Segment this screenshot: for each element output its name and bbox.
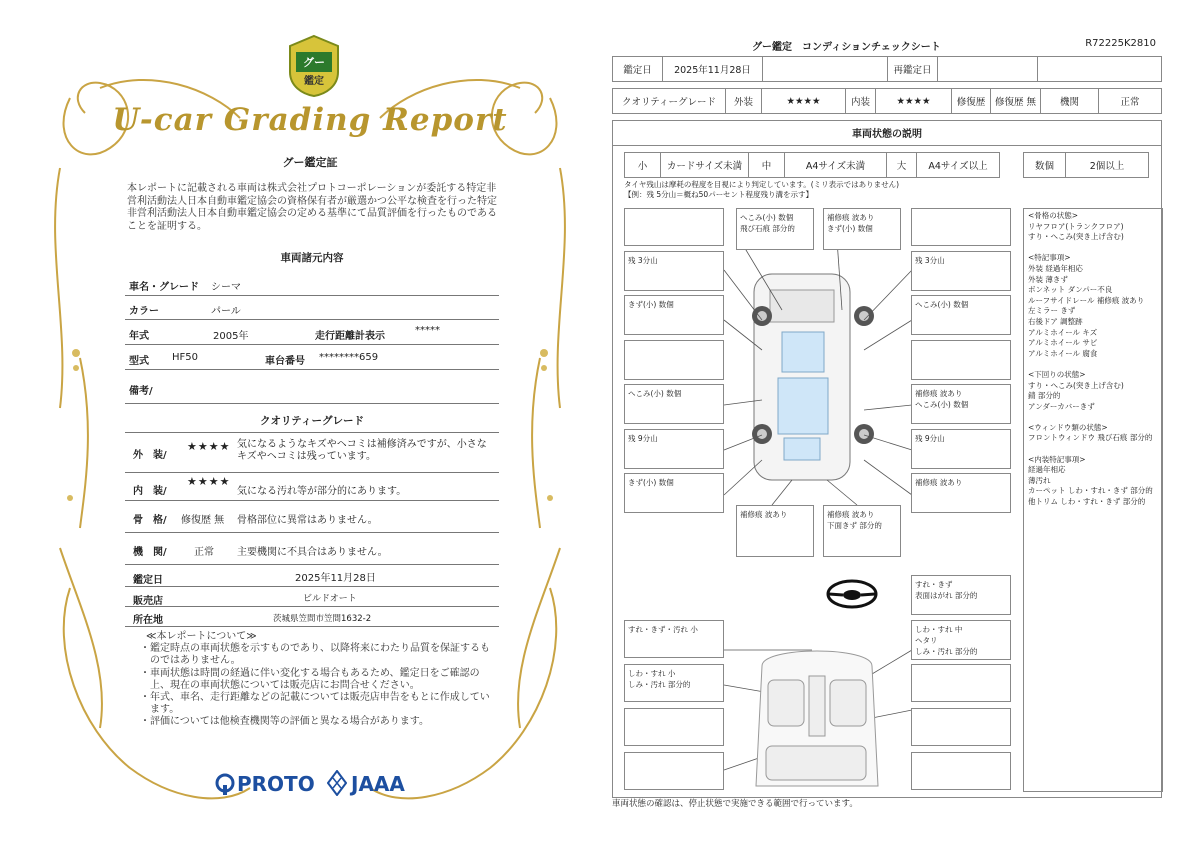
- label-interior-left-1: すれ・きず・汚れ 小: [624, 620, 724, 658]
- location-label: 所在地: [133, 615, 163, 626]
- engine-value: 正常: [1120, 97, 1140, 108]
- sheet-title: グー鑑定 コンディションチェックシート: [752, 42, 941, 53]
- tire-note: タイヤ残山は摩耗の程度を目視により判定しています。(ミリ表示ではありません) 【例：残 5分山＝概ね50パーセント程度残り溝を示す】: [624, 180, 900, 199]
- spec-row-year: [125, 320, 499, 345]
- redate-label: 再鑑定日: [888, 57, 938, 81]
- label-left-4: へこみ(小) 数個: [624, 384, 724, 424]
- label-steering: すれ・きず 表面はがれ 部分的: [911, 575, 1011, 615]
- label-rear-left: 補修痕 波あり: [736, 505, 814, 557]
- svg-text:鑑定: 鑑定: [304, 76, 324, 87]
- label-front-right: 補修痕 波あり きず(小) 数個: [823, 208, 901, 250]
- size-small: 小: [625, 153, 661, 177]
- chassis-value: ********659: [319, 352, 379, 363]
- frame-value: 修復歴 無: [181, 515, 225, 526]
- label-interior-right-1: しわ・すれ 中 ヘタリ しみ・汚れ 部分的: [911, 620, 1011, 660]
- spec-row-color: [125, 296, 499, 320]
- ext-stars: ★★★★: [762, 89, 846, 113]
- special-notes-panel: <骨格の状態> リヤフロア(トランクフロア) すり・へこみ(突き上げ含む) <特記事項> 外装 経過年相応 外装 薄きず ボンネット ダンパー不良 ルーフサイドレール 補修痕 波あり 左ミラー きず 右後ドア 調整跡 アルミホイール キズ アルミホイール サビ アルミホイール 腐食 <下回りの状態> すり・へこみ(突き上げ含む) 錆 部分的 アンダーカバーきず <ウィンドウ類の状態> フロントウィンドウ 飛び石痕 部分的 <内装特記事項> 経過年相応 薄汚れ カーペット しわ・すれ・きず 部分的 他トリム しわ・すれ・きず 部分的: [1023, 208, 1163, 792]
- label-right-4: 補修痕 波あり へこみ(小) 数個: [911, 384, 1011, 424]
- goo-kantei-badge-icon: [286, 34, 342, 98]
- quality-row-frame: [125, 501, 499, 533]
- label-right-1: 残 3分山: [911, 251, 1011, 291]
- shop-label: 販売店: [133, 596, 163, 607]
- ext-label: 外装: [726, 89, 762, 113]
- size-large-desc: A4サイズ以上: [928, 161, 988, 172]
- report-title: U-car Grading Report: [112, 102, 508, 138]
- spec-row-model: [125, 345, 499, 370]
- label-interior-right-3-blank: [911, 708, 1011, 746]
- int-label: 内装: [846, 89, 876, 113]
- label-interior-right-4-blank: [911, 752, 1011, 790]
- svg-text:グー: グー: [303, 56, 325, 69]
- exterior-label: 外 装/: [133, 450, 167, 461]
- steering-wheel-icon: [826, 578, 878, 610]
- grading-certificate: [40, 28, 580, 828]
- year-label: 年式: [129, 331, 149, 342]
- label-rear-right: 補修痕 波あり 下面きず 部分的: [823, 505, 901, 557]
- date-value: 2025年11月28日: [663, 57, 763, 81]
- certificate-intro: 本レポートに記載される車両は株式会社プロトコーポレーションが委託する特定非営利活動法人日本自動車鑑定協会の資格保有者が厳選かつ公平な検査を行った特定非営利活動法人日本自動車鑑定協会の定める基準にて品質評価を行ったものであることを証明する。: [127, 183, 497, 232]
- label-interior-left-4-blank: [624, 752, 724, 790]
- spec-row-remarks: [125, 370, 499, 404]
- report-notes: [138, 631, 498, 729]
- sheet-code: R72225K2810: [1085, 38, 1156, 49]
- label-left-1: 残 3分山: [624, 251, 724, 291]
- location-value: 茨城県笠間市笠間1632-2: [273, 614, 372, 624]
- label-interior-left-2: しわ・すれ 小 しみ・汚れ 部分的: [624, 664, 724, 702]
- name-value: シーマ: [211, 282, 241, 293]
- sheet-footer: 車両状態の確認は、停止状態で実施できる範囲で行っています。: [612, 799, 858, 809]
- proto-logo: PROTO: [237, 772, 315, 796]
- note-item: ・車両状態は時間の経過に伴い変化する場合もあるため、鑑定日をご確認の上、現在の車両状態については販売店にお問合せください。: [140, 667, 480, 691]
- certificate-subtitle: グー鑑定証: [282, 156, 338, 169]
- repair-label: 修復歴: [952, 89, 991, 113]
- color-label: カラー: [129, 306, 159, 317]
- count-label: 数個: [1024, 153, 1066, 177]
- label-left-6: きず(小) 数個: [624, 473, 724, 513]
- year-value: 2005年: [213, 331, 249, 342]
- engine-value: 正常: [194, 547, 214, 558]
- color-value: パール: [211, 306, 241, 317]
- appraisal-date-label: 鑑定日: [133, 575, 163, 586]
- count-desc: 2個以上: [1089, 161, 1125, 172]
- jaaa-logo: JAAA: [351, 772, 405, 796]
- car-interior-diagram: [752, 636, 882, 794]
- label-right-3-blank: [911, 340, 1011, 380]
- appraisal-date-value: 2025年11月28日: [295, 573, 376, 584]
- size-large: 大: [887, 153, 917, 177]
- chassis-label: 車台番号: [265, 356, 305, 367]
- shop-value: ビルドオート: [303, 594, 357, 604]
- label-front-left: へこみ(小) 数個 飛び石痕 部分的: [736, 208, 814, 250]
- label-right-2: へこみ(小) 数個: [911, 295, 1011, 335]
- proto-logo-icon: [215, 773, 235, 795]
- grade-label: クオリティーグレード: [613, 89, 726, 113]
- label-front-right-blank: [911, 208, 1011, 246]
- description-title: 車両状態の説明: [612, 120, 1162, 146]
- mileage-label: 走行距離計表示: [315, 331, 385, 342]
- label-interior-right-2-blank: [911, 664, 1011, 702]
- location-row: [125, 607, 499, 627]
- remarks-label: 備考/: [129, 386, 153, 397]
- size-small-desc: カードサイズ未満: [661, 153, 749, 177]
- repair-value: 修復歴 無: [991, 89, 1041, 113]
- exterior-text: 気になるようなキズやヘコミは補修済みですが、小さなキズやヘコミは残っています。: [237, 439, 487, 462]
- frame-label: 骨 格/: [133, 515, 167, 526]
- model-label: 型式: [129, 356, 149, 367]
- quality-row-engine: [125, 533, 499, 565]
- label-left-2: きず(小) 数個: [624, 295, 724, 335]
- notes-title: ≪本レポートについて≫: [146, 631, 257, 642]
- date-label: 鑑定日: [613, 57, 663, 81]
- label-interior-left-3-blank: [624, 708, 724, 746]
- size-mid: 中: [749, 153, 785, 177]
- note-item: ・評価については他検査機関等の評価と異なる場合があります。: [140, 716, 429, 728]
- count-legend: [1023, 152, 1149, 178]
- mileage-value: *****: [415, 325, 440, 336]
- appraisal-date-row: [125, 565, 499, 587]
- label-left-3-blank: [624, 340, 724, 380]
- quality-row-interior: [125, 473, 499, 501]
- frame-text: 骨格部位に異常はありません。: [237, 515, 378, 526]
- int-stars: ★★★★: [876, 89, 952, 113]
- interior-label: 内 装/: [133, 486, 167, 497]
- exterior-stars: ★★★★: [187, 440, 231, 453]
- size-mid-desc: A4サイズ未満: [785, 153, 887, 177]
- label-right-6: 補修痕 波あり: [911, 473, 1011, 513]
- engine-label: 機 関/: [133, 547, 167, 558]
- engine-label: 機関: [1041, 89, 1099, 113]
- label-left-5: 残 9分山: [624, 429, 724, 469]
- quality-row-exterior: [125, 433, 499, 473]
- spec-row-name: [125, 272, 499, 296]
- label-front-left-blank: [624, 208, 724, 246]
- label-right-5: 残 9分山: [911, 429, 1011, 469]
- spec-section-title: 車両諸元内容: [280, 252, 344, 264]
- condition-check-sheet: [612, 30, 1164, 810]
- note-item: ・鑑定時点の車両状態を示すものであり、以降将来にわたり品質を保証するものではありません。: [140, 643, 490, 667]
- interior-text: 気になる汚れ等が部分的にあります。: [237, 486, 407, 497]
- shop-row: [125, 587, 499, 607]
- engine-text: 主要機関に不具合はありません。: [237, 547, 388, 558]
- model-value: HF50: [172, 352, 198, 363]
- quality-section-title: クオリティーグレード: [260, 415, 364, 427]
- note-item: ・年式、車名、走行距離などの記載については販売店申告をもとに作成しています。: [140, 692, 490, 716]
- name-label: 車名・グレード: [129, 282, 199, 293]
- jaaa-logo-icon: [327, 770, 347, 796]
- interior-stars: ★★★★: [187, 475, 231, 488]
